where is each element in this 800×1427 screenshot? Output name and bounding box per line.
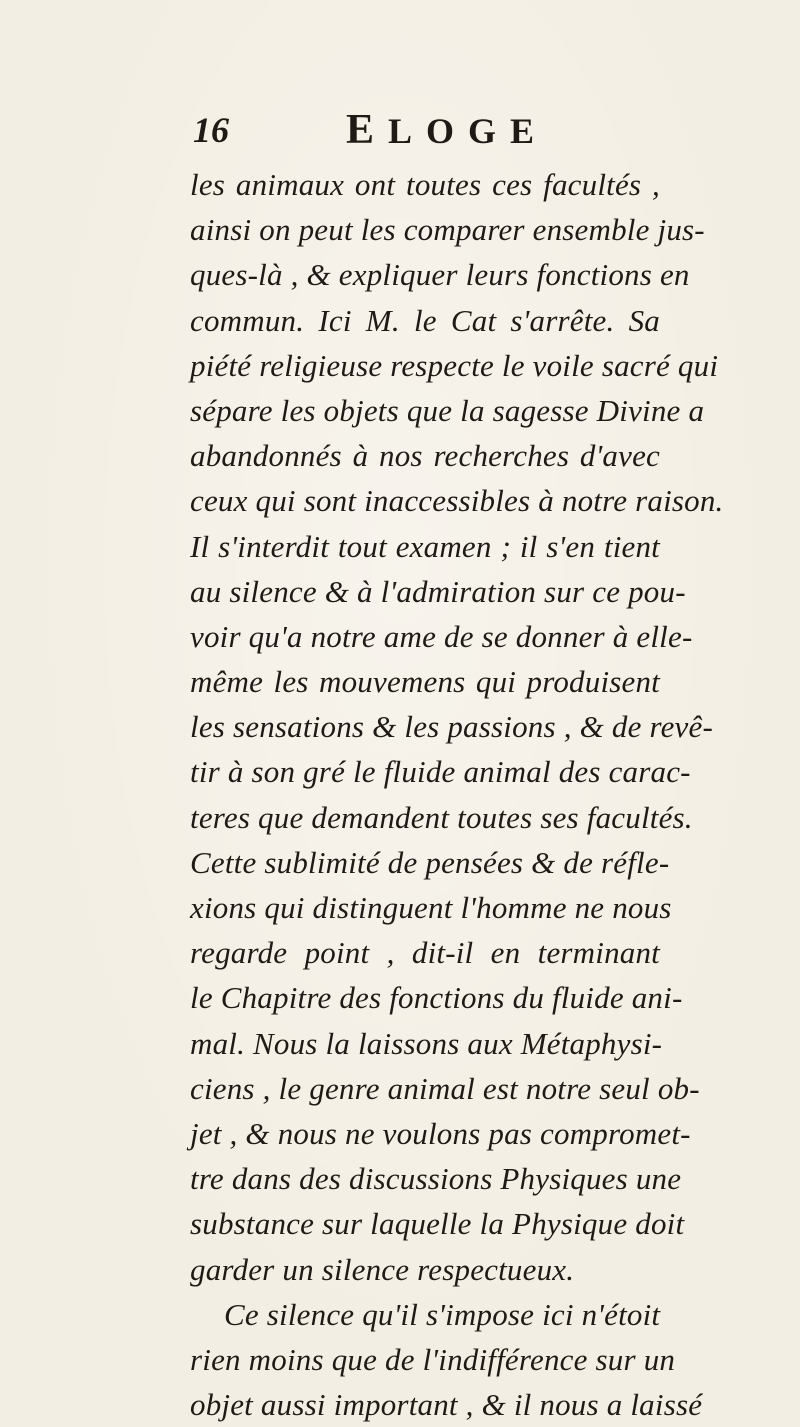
text-line: abandonnés à nos recherches d'avec xyxy=(190,438,660,474)
body-text xyxy=(190,162,724,1427)
text-line: objet aussi important , & il nous a laissé xyxy=(190,1387,703,1423)
text-line: les sensations & les passions , & de revê- xyxy=(190,709,714,745)
text-line: ques-là , & expliquer leurs fonctions en xyxy=(190,257,690,293)
text-line: ainsi on peut les comparer ensemble jus- xyxy=(190,212,705,248)
text-line: même les mouvemens qui produisent xyxy=(190,664,660,700)
text-line: regarde point , dit-il en terminant xyxy=(190,935,660,971)
text-line: Ce silence qu'il s'impose ici n'étoit xyxy=(224,1296,661,1332)
text-line: substance sur laquelle la Physique doit xyxy=(190,1206,685,1242)
text-line: Cette sublimité de pensées & de réfle- xyxy=(190,844,670,880)
text-line: teres que demandent toutes ses facultés. xyxy=(190,799,693,835)
text-line: les animaux ont toutes ces facultés , xyxy=(190,167,660,202)
text-line: ceux qui sont inaccessibles à notre raison. xyxy=(190,483,724,519)
text-line: ciens , le genre animal est notre seul ob- xyxy=(190,1070,700,1106)
text-line: mal. Nous la laissons aux Métaphysi- xyxy=(190,1025,663,1061)
text-line: tre dans des discussions Physiques une xyxy=(190,1161,682,1197)
text-line: commun. Ici M. le Cat s'arrête. Sa xyxy=(190,302,660,338)
text-line: voir qu'a notre ame de se donner à elle- xyxy=(190,618,693,654)
page-number: 16 xyxy=(193,110,229,150)
text-line: xions qui distinguent l'homme ne nous xyxy=(190,890,672,925)
text-line: tir à son gré le fluide animal des carac- xyxy=(190,754,691,790)
text-line: piété religieuse respecte le voile sacré qui xyxy=(190,347,719,383)
text-line: au silence & à l'admiration sur ce pou- xyxy=(190,573,686,609)
text-line: rien moins que de l'indifférence sur un xyxy=(190,1341,676,1377)
text-line: garder un silence respectueux. xyxy=(190,1251,575,1287)
text-line: jet , & nous ne voulons pas compromet- xyxy=(190,1115,691,1151)
running-title: ELOGE xyxy=(346,107,549,153)
text-line: le Chapitre des fonctions du fluide ani- xyxy=(190,980,683,1016)
text-line: Il s'interdit tout examen ; il s'en tient xyxy=(190,528,660,564)
text-line: sépare les objets que la sagesse Divine a xyxy=(190,392,705,428)
page-header xyxy=(0,100,800,160)
